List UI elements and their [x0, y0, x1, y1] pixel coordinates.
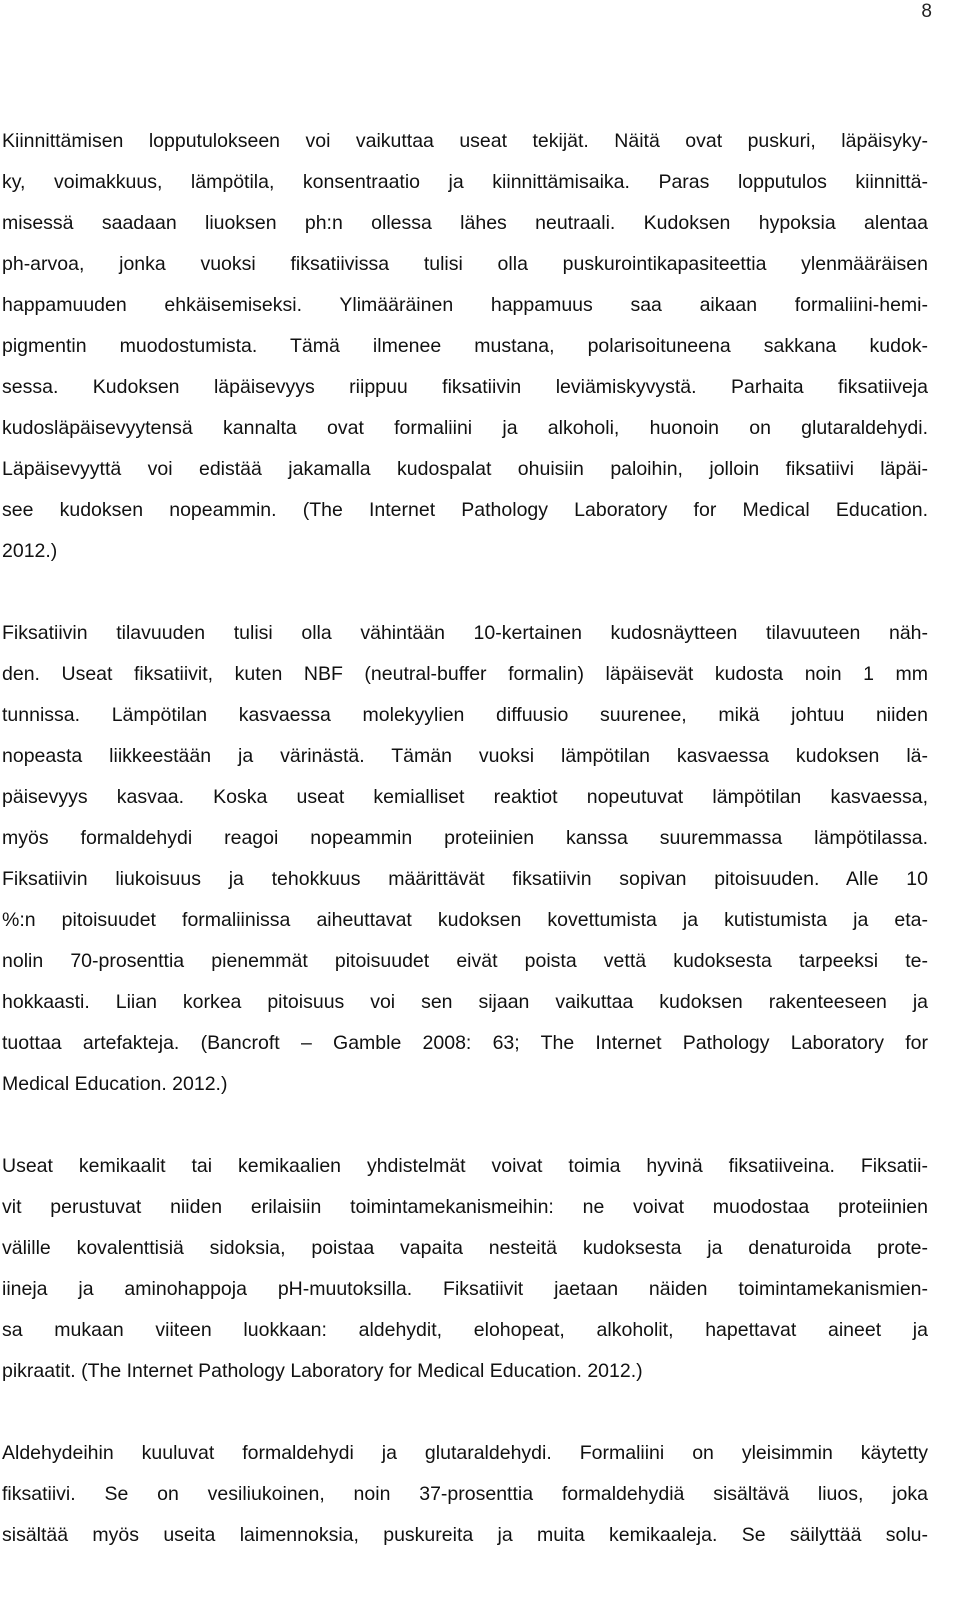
text-line: sisältää myös useita laimennoksia, puskureita ja muita kemikaaleja. Se säilyttää solu-	[2, 1524, 928, 1546]
text-line: myös formaldehydi reagoi nopeammin proteiinien kanssa suuremmassa lämpötilassa.	[2, 827, 928, 849]
text-line: Läpäisevyyttä voi edistää jakamalla kudospalat ohuisiin paloihin, jolloin fiksatiivi läpäi-	[2, 458, 928, 480]
paragraph-gap	[2, 572, 928, 613]
text-line: sa mukaan viiteen luokkaan: aldehydit, elohopeat, alkoholit, hapettavat aineet ja	[2, 1319, 928, 1341]
page-number: 8	[921, 1, 932, 22]
text-line: Useat kemikaalit tai kemikaalien yhdistelmät voivat toimia hyvinä fiksatiiveina. Fiksatii-	[2, 1155, 928, 1177]
text-line: den. Useat fiksatiivit, kuten NBF (neutral-buffer formalin) läpäisevät kudosta noin 1 mm	[2, 663, 928, 685]
text-line: Kiinnittämisen lopputulokseen voi vaikuttaa useat tekijät. Näitä ovat puskuri, läpäisyky-	[2, 130, 928, 152]
paragraph-3	[2, 1146, 928, 1392]
text-line: nolin 70-prosenttia pienemmät pitoisuudet eivät poista vettä kudoksesta tarpeeksi te-	[2, 950, 928, 972]
text-line: misessä saadaan liuoksen ph:n ollessa lähes neutraali. Kudoksen hypoksia alentaa	[2, 212, 928, 234]
text-line: iineja ja aminohappoja pH-muutoksilla. Fiksatiivit jaetaan näiden toimintamekanismien-	[2, 1278, 928, 1300]
text-line: päisevyys kasvaa. Koska useat kemialliset reaktiot nopeutuvat lämpötilan kasvaessa,	[2, 786, 928, 808]
paragraph-4	[2, 1433, 928, 1556]
text-line: Fiksatiivin liukoisuus ja tehokkuus määrittävät fiksatiivin sopivan pitoisuuden. Alle 10	[2, 868, 928, 890]
paragraph-gap	[2, 1105, 928, 1146]
text-line: kudosläpäisevyytensä kannalta ovat formaliini ja alkoholi, huonoin on glutaraldehydi.	[2, 417, 928, 439]
text-line: happamuuden ehkäisemiseksi. Ylimääräinen happamuus saa aikaan formaliini-hemi-	[2, 294, 928, 316]
text-line: tunnissa. Lämpötilan kasvaessa molekyylien diffuusio suurenee, mikä johtuu niiden	[2, 704, 928, 726]
paragraph-1	[2, 121, 928, 572]
text-line: sessa. Kudoksen läpäisevyys riippuu fiksatiivin leviämiskyvystä. Parhaita fiksatiiveja	[2, 376, 928, 398]
text-line: ph-arvoa, jonka vuoksi fiksatiivissa tulisi olla puskurointikapasiteettia ylenmääräisen	[2, 253, 928, 275]
text-line: Aldehydeihin kuuluvat formaldehydi ja glutaraldehydi. Formaliini on yleisimmin käytetty	[2, 1442, 928, 1464]
paragraph-gap	[2, 1392, 928, 1433]
text-line: Medical Education. 2012.)	[2, 1073, 228, 1095]
text-line: välille kovalenttisiä sidoksia, poistaa vapaita nesteitä kudoksesta ja denaturoida prote-	[2, 1237, 928, 1259]
text-line: hokkaasti. Liian korkea pitoisuus voi sen sijaan vaikuttaa kudoksen rakenteeseen ja	[2, 991, 928, 1013]
text-line: see kudoksen nopeammin. (The Internet Pathology Laboratory for Medical Education.	[2, 499, 928, 521]
text-line: %:n pitoisuudet formaliinissa aiheuttavat kudoksen kovettumista ja kutistumista ja eta-	[2, 909, 928, 931]
text-line: Fiksatiivin tilavuuden tulisi olla vähintään 10-kertainen kudosnäytteen tilavuuteen näh-	[2, 622, 928, 644]
text-line: tuottaa artefakteja. (Bancroft – Gamble 2008: 63; The Internet Pathology Laboratory for	[2, 1032, 928, 1054]
text-line: vit perustuvat niiden erilaisiin toimintamekanismeihin: ne voivat muodostaa proteiinien	[2, 1196, 928, 1218]
document-body	[2, 121, 928, 1556]
text-line: nopeasta liikkeestään ja värinästä. Tämän vuoksi lämpötilan kasvaessa kudoksen lä-	[2, 745, 928, 767]
text-line: 2012.)	[2, 540, 58, 562]
paragraph-2	[2, 613, 928, 1105]
text-line: fiksatiivi. Se on vesiliukoinen, noin 37-prosenttia formaldehydiä sisältävä liuos, joka	[2, 1483, 928, 1505]
text-line: pikraatit. (The Internet Pathology Laboratory for Medical Education. 2012.)	[2, 1360, 643, 1382]
text-line: ky, voimakkuus, lämpötila, konsentraatio ja kiinnittämisaika. Paras lopputulos kiinnittä-	[2, 171, 928, 193]
text-line: pigmentin muodostumista. Tämä ilmenee mustana, polarisoituneena sakkana kudok-	[2, 335, 928, 357]
